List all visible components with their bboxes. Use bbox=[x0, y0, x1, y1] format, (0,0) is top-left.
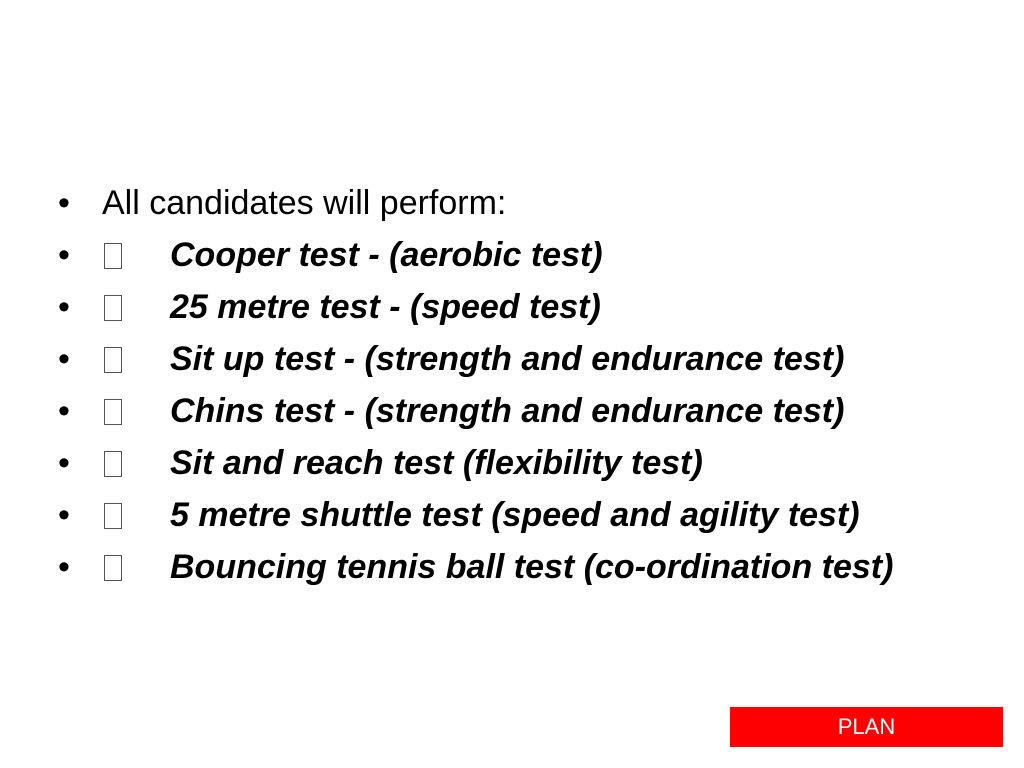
test-item-text: Sit and reach test (flexibility test) bbox=[170, 444, 703, 482]
missing-glyph-icon bbox=[104, 503, 122, 529]
list-item bbox=[58, 547, 988, 587]
missing-glyph-icon bbox=[104, 399, 122, 425]
missing-glyph-icon bbox=[104, 451, 122, 477]
bullet-list bbox=[58, 183, 988, 599]
list-item bbox=[58, 287, 988, 327]
intro-text: All candidates will perform: bbox=[102, 184, 507, 222]
test-item-text: Bouncing tennis ball test (co-ordination test) bbox=[170, 548, 894, 586]
bullet-icon: • bbox=[58, 496, 70, 534]
bullet-icon: • bbox=[58, 548, 70, 586]
plan-button[interactable]: PLAN bbox=[730, 707, 1003, 747]
bullet-icon: • bbox=[58, 236, 70, 274]
list-item bbox=[58, 235, 988, 275]
bullet-icon: • bbox=[58, 340, 70, 378]
bullet-icon: • bbox=[58, 184, 70, 222]
test-item-text: Cooper test - (aerobic test) bbox=[170, 236, 603, 274]
list-item bbox=[58, 391, 988, 431]
missing-glyph-icon bbox=[104, 243, 122, 269]
list-item bbox=[58, 443, 988, 483]
list-item-intro bbox=[58, 183, 988, 223]
bullet-icon: • bbox=[58, 288, 70, 326]
test-item-text: 5 metre shuttle test (speed and agility test) bbox=[170, 496, 860, 534]
missing-glyph-icon bbox=[104, 347, 122, 373]
list-item bbox=[58, 495, 988, 535]
missing-glyph-icon bbox=[104, 295, 122, 321]
bullet-icon: • bbox=[58, 392, 70, 430]
missing-glyph-icon bbox=[104, 555, 122, 581]
bullet-icon: • bbox=[58, 444, 70, 482]
test-item-text: Chins test - (strength and endurance test) bbox=[170, 392, 845, 430]
test-item-text: 25 metre test - (speed test) bbox=[170, 288, 601, 326]
list-item bbox=[58, 339, 988, 379]
test-item-text: Sit up test - (strength and endurance test) bbox=[170, 340, 845, 378]
